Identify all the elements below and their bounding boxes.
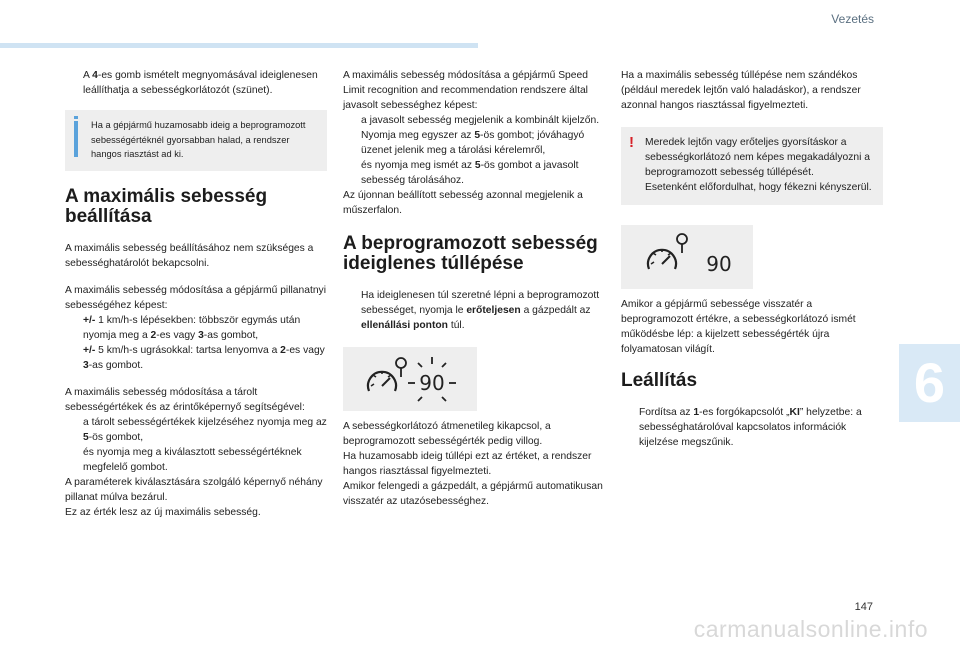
info-text: Ha a gépjármű huzamosabb ideig a beprogramozott sebességértéknél gyorsabban halad, a rendszer hangos riasztást ad ki. [91, 120, 306, 159]
paragraph: Ha a maximális sebesség túllépése nem szándékos (például meredek lejtőn való haladáskor), a rendszer azonnal hangos riasztással figyelmezteti. [621, 70, 861, 111]
chapter-tab: 6 [899, 344, 960, 422]
paragraph: Ez az érték lesz az új maximális sebesség. [65, 506, 261, 518]
list-item: és nyomja meg ismét az 5-ös gombot a javasolt sebesség tárolásához. [361, 160, 579, 186]
list-item: Fordítsa az 1-es forgókapcsolót „KI” helyzetbe: a sebességhatárolóval kapcsolatos információk kijelzése megszűnik. [639, 407, 862, 448]
list-item: a tárolt sebességértékek kijelzéséhez nyomja meg az 5-ös gombot, [83, 416, 327, 443]
speedometer-icon [621, 225, 753, 289]
paragraph: A maximális sebesség módosítása a tárolt sebességértékek és az érintőképernyő segítségével: [65, 386, 305, 413]
column-1 [65, 68, 327, 520]
list-item: +/- 1 km/h-s lépésekben: többször egymás után nyomja meg a 2-es vagy 3-as gombot, [83, 314, 301, 341]
header-accent-bar [0, 43, 478, 48]
warning-text: Meredek lejtőn vagy erőteljes gyorsításkor a sebességkorlátozó nem képes megakadályozni a beprogramozott sebesség túllépését. [645, 137, 870, 178]
speed-value: 90 [419, 371, 445, 395]
list-item: Ha ideiglenesen túl szeretné lépni a beprogramozott sebességet, nyomja le erőteljesen a gázpedált az ellenállási ponton túl. [361, 290, 600, 331]
section-heading: A beprogramozott sebesség ideiglenes túllépése [343, 233, 598, 274]
list-item: +/- 5 km/h-s ugrásokkal: tartsa lenyomva a 2-es vagy 3-as gombot. [83, 344, 325, 371]
info-icon [74, 121, 78, 157]
section-heading: Leállítás [621, 370, 698, 391]
warning-icon: ! [629, 134, 634, 151]
paragraph: Amikor felengedi a gázpedált, a gépjármű automatikusan visszatér az utazósebességhez. [343, 481, 603, 507]
speed-limiter-figure [621, 225, 753, 289]
warning-box [621, 127, 883, 205]
column-3 [621, 68, 883, 450]
list-item: Nyomja meg egyszer az 5-ös gombot; jóváhagyó üzenet jelenik meg a tárolási kérelemről, [361, 130, 585, 156]
paragraph: A sebességkorlátozó átmenetileg kikapcsol, a beprogramozott sebességérték pedig villog. [343, 421, 551, 447]
list-item: A 4-es gomb ismételt megnyomásával ideiglenesen leállíthatja a sebességkorlátozót (szünet). [83, 70, 318, 96]
list-item: és nyomja meg a kiválasztott sebességértéknek megfelelő gombot. [83, 446, 302, 473]
speed-value: 90 [706, 252, 732, 276]
paragraph: Az újonnan beállított sebesség azonnal megjelenik a műszerfalon. [343, 190, 583, 216]
paragraph: A maximális sebesség módosítása a gépjármű Speed Limit recognition and recommendation rendszere által javasolt sebességhez képest: [343, 70, 588, 111]
list-item: a javasolt sebesség megjelenik a kombinált kijelzőn. [361, 115, 600, 126]
paragraph: A paraméterek kiválasztására szolgáló képernyő néhány pillanat múlva bezárul. [65, 476, 323, 503]
paragraph: Amikor a gépjármű sebessége visszatér a beprogramozott értékre, a sebességkorlátozó ismét működésbe lép: a kijelzett sebességérték újra folyamatosan világít. [621, 299, 856, 355]
paragraph: A maximális sebesség beállításához nem szükséges a sebességhatárolót bekapcsolni. [65, 242, 314, 269]
section-heading: A maximális sebesség beállítása [65, 185, 268, 227]
paragraph: Ha huzamosabb ideig túllépi ezt az értéket, a rendszer hangos riasztással figyelmezteti. [343, 451, 592, 477]
info-box [65, 110, 327, 171]
speedometer-flashing-icon [343, 347, 477, 411]
page-number: 147 [854, 601, 873, 613]
watermark: carmanualsonline.info [693, 616, 928, 642]
warning-text: Esetenként előfordulhat, hogy fékezni kényszerül. [645, 182, 872, 193]
section-name: Vezetés [831, 12, 874, 26]
paragraph: A maximális sebesség módosítása a gépjármű pillanatnyi sebességéhez képest: [65, 284, 326, 311]
speed-limiter-flashing-figure [343, 347, 477, 411]
column-2 [343, 68, 605, 509]
